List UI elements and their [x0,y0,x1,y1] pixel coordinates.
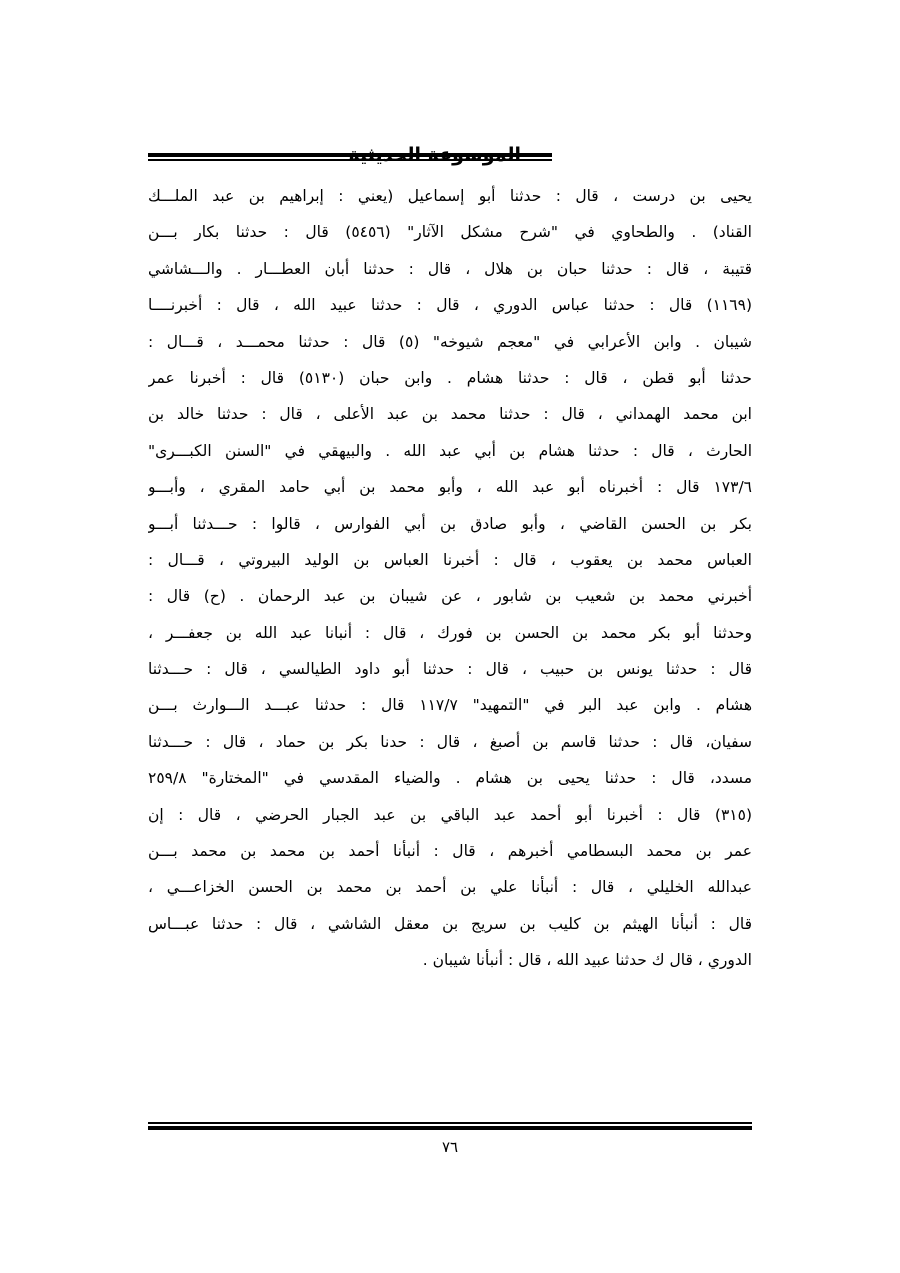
text-line: حدثنا أبو قطن ، قال : حدثنا هشام . وابن حبان (٥١٣٠) قال : أخبرنا عمر [148,368,752,387]
text-line: هشام . وابن عبد البر في "التمهيد" ١١٧/٧ قال : حدثنا عبـــد الـــوارث بـــن [148,696,752,715]
text-line: قال : حدثنا يونس بن حبيب ، قال : حدثنا أبو داود الطيالسي ، قال : حـــدثنا [148,660,752,679]
text-line: قال : أنبأنا الهيثم بن كليب بن سريج بن معقل الشاشي ، قال : حدثنا عبـــاس [148,914,752,933]
body-text [148,178,752,979]
footer-rule [148,1122,752,1130]
text-line: وحدثنا أبو بكر محمد بن الحسن بن فورك ، قال : أنبانا عبد الله بن جعفـــر ، [148,623,752,642]
page-title: الموسوعة الحديثية [348,144,521,166]
header-rule-right [312,153,352,161]
text-line: (١١٦٩) قال : حدثنا عباس الدوري ، قال : حدثنا عبيد الله ، قال : أخبرنــــا [148,296,752,315]
text-line: مسدد، قال : حدثنا يحيى بن هشام . والضياء المقدسي في "المختارة" ٢٥٩/٨ [148,769,752,788]
text-line: قتيبة ، قال : حدثنا حبان بن هلال ، قال : حدثنا أبان العطـــار . والـــشاشي [148,259,752,278]
text-line: شيبان . وابن الأعرابي في "معجم شيوخه" (٥) قال : حدثنا محمـــد ، قـــال : [148,332,752,351]
page-header [148,146,752,172]
text-line: يحيى بن درست ، قال : حدثنا أبو إسماعيل (يعني : إبراهيم بن عبد الملـــك [148,187,752,205]
text-line: الدوري ، قال ك حدثنا عبيد الله ، قال : أنبأنا شيبان . [422,951,752,970]
text-line: أخبرني محمد بن شعيب بن شابور ، عن شيبان بن عبد الرحمان . (ح) قال : [148,587,752,606]
page-number: ٧٦ [441,1138,459,1156]
text-line: بكر بن الحسن القاضي ، وأبو صادق بن أبي الفوارس ، قالوا : حـــدثنا أبـــو [148,514,752,533]
text-line: ابن محمد الهمداني ، قال : حدثنا محمد بن عبد الأعلى ، قال : حدثنا خالد بن [148,405,752,424]
text-line: عمر بن محمد البسطامي أخبرهم ، قال : أنبأنا أحمد بن محمد بن محمد بـــن [148,842,752,861]
text-line: عبدالله الخليلي ، قال : أنبأنا علي بن أحمد بن محمد بن الحسن الخزاعـــي ، [148,878,752,897]
text-line: القناد) . والطحاوي في "شرح مشكل الآثار" (٥٤٥٦) قال : حدثنا بكار بـــن [148,223,752,242]
text-line: العباس محمد بن يعقوب ، قال : أخبرنا العباس بن الوليد البيروتي ، قـــال : [148,550,752,569]
text-line: سفيان، قال : حدثنا قاسم بن أصبغ ، قال : حدنا بكر بن حماد ، قال : حـــدثنا [148,732,752,751]
text-line: ١٧٣/٦ قال : أخبرناه أبو عبد الله ، وأبو محمد بن أبي حامد المقري ، وأبـــو [148,478,752,497]
text-line: الحارث ، قال : حدثنا هشام بن أبي عبد الله . والبيهقي في "السنن الكبـــرى" [148,441,752,460]
text-line: (٣١٥) قال : أخبرنا أبو أحمد عبد الباقي بن عبد الجبار الحرضي ، قال : إن [148,805,752,824]
